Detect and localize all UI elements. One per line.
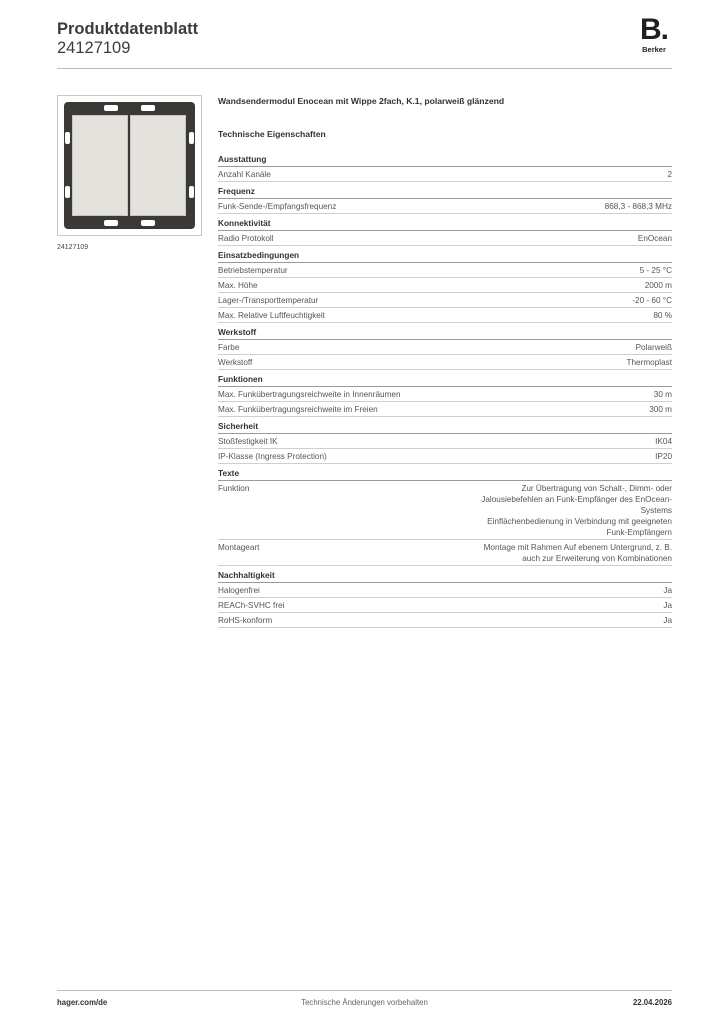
spec-value: EnOcean [637,234,672,243]
spec-group [218,218,672,246]
group-title: Einsatzbedingungen [218,250,672,263]
spec-label: Betriebstemperatur [218,266,288,275]
spec-row [218,402,672,417]
footer-disclaimer: Technische Änderungen vorbehalten [301,998,428,1007]
group-title: Texte [218,468,672,481]
spec-value: Ja [663,616,672,625]
spec-value: Thermoplast [626,358,672,367]
spec-group [218,186,672,214]
spec-label: Lager-/Transporttemperatur [218,296,319,305]
spec-value: Ja [663,586,672,595]
spec-row [218,231,672,246]
spec-label: Radio Protokoll [218,234,274,243]
spec-group [218,374,672,417]
spec-row [218,481,672,540]
product-title: Wandsendermodul Enocean mit Wippe 2fach, K.1, polarweiß glänzend [218,96,505,106]
spec-value: 868,3 - 868,3 MHz [604,202,672,211]
spec-label: Max. Funkübertragungsreichweite im Freien [218,405,378,414]
logo-letter: B. [640,13,668,46]
spec-group [218,570,672,628]
spec-row [218,598,672,613]
spec-row [218,387,672,402]
rocker-left [72,115,128,216]
spec-value: 2 [667,170,672,179]
spec-group [218,468,672,566]
spec-row [218,434,672,449]
spec-group [218,250,672,323]
spec-value: 300 m [649,405,672,414]
spec-label: Anzahl Kanäle [218,170,271,179]
spec-group [218,421,672,464]
spec-label: Montageart [218,543,260,552]
page-footer [57,998,672,1012]
spec-label: Stoßfestigkeit IK [218,437,278,446]
spec-value [484,542,672,564]
group-title: Ausstattung [218,154,672,167]
group-title: Sicherheit [218,421,672,434]
spec-label: Funktion [218,484,250,493]
spec-value: 80 % [653,311,672,320]
spec-label: Funk-Sende-/Empfangsfrequenz [218,202,337,211]
spec-content [218,96,672,632]
spec-group [218,327,672,370]
spec-row [218,308,672,323]
spec-row [218,167,672,182]
section-title: Technische Eigenschaften [218,129,326,139]
group-title: Frequenz [218,186,672,199]
spec-row [218,355,672,370]
product-image [57,95,202,236]
group-title: Werkstoff [218,327,672,340]
spec-groups [218,154,672,628]
spec-value-line: Zur Übertragung von Schalt-, Dimm- oder [521,484,672,493]
group-title: Funktionen [218,374,672,387]
spec-label: Werkstoff [218,358,253,367]
spec-value-line: Funk-Empfängern [606,528,672,537]
spec-value-line: auch zur Erweiterung von Kombinationen [522,554,672,563]
spec-value: Polarweiß [635,343,672,352]
group-title: Nachhaltigkeit [218,570,672,583]
spec-value: 5 - 25 °C [639,266,672,275]
footer-divider [57,990,672,991]
spec-label: Halogenfrei [218,586,260,595]
spec-row [218,293,672,308]
spec-value: -20 - 60 °C [632,296,672,305]
spec-label: Max. Höhe [218,281,258,290]
spec-label: Max. Funkübertragungsreichweite in Innenräumen [218,390,401,399]
spec-value: IK04 [655,437,672,446]
spec-value-line: Jalousiebefehlen an Funk-Empfänger des EnOcean- [481,495,672,504]
spec-value: 30 m [653,390,672,399]
spec-value: Ja [663,601,672,610]
spec-label: RoHS-konform [218,616,273,625]
spec-value: IP20 [655,452,672,461]
spec-value [481,483,672,538]
logo-name: Berker [642,45,666,54]
group-title: Konnektivität [218,218,672,231]
spec-row [218,199,672,214]
spec-value-line: Einflächenbedienung in Verbindung mit geeigneten [487,517,672,526]
spec-row [218,613,672,628]
switch-frame [64,102,195,229]
spec-row [218,278,672,293]
spec-value-line: Montage mit Rahmen Auf ebenem Untergrund, z. B. [483,543,672,552]
footer-website: hager.com/de [57,998,108,1007]
spec-row [218,263,672,278]
footer-date: 22.04.2026 [632,998,672,1007]
spec-row [218,340,672,355]
page-header [57,13,672,70]
spec-value-line: Systems [640,506,672,515]
spec-label: Max. Relative Luftfeuchtigkeit [218,311,325,320]
spec-row [218,540,672,566]
spec-label: Farbe [218,343,240,352]
page-title: Produktdatenblatt [57,20,199,38]
image-caption: 24127109 [57,244,89,251]
spec-group [218,154,672,182]
berker-logo [636,13,672,56]
header-divider [57,68,672,69]
article-number: 24127109 [57,39,131,57]
spec-row [218,583,672,598]
spec-row [218,449,672,464]
spec-value: 2000 m [644,281,672,290]
spec-label: IP-Klasse (Ingress Protection) [218,452,327,461]
spec-label: REACh-SVHC frei [218,601,285,610]
rocker-right [130,115,186,216]
